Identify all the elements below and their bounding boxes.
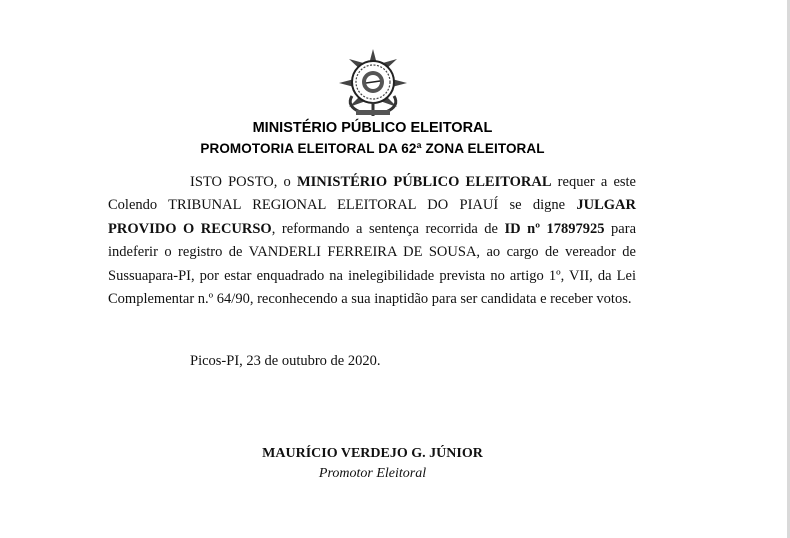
text-run-bold-2: JULGAR PROVIDO O RECURSO (108, 197, 636, 237)
conclusion-paragraph (108, 171, 636, 311)
text-run-1: ISTO POSTO, o (190, 174, 297, 190)
place-date: Picos-PI, 23 de outubro de 2020. (190, 353, 381, 369)
text-run-2: requer a este Colendo TRIBUNAL REGIONAL ELEITORAL DO PIAUÍ se digne (108, 174, 636, 214)
text-run-bold-1: MINISTÉRIO PÚBLICO ELEITORAL (296, 174, 552, 190)
signatory-role: Promotor Eleitoral (318, 466, 427, 481)
unit-subtitle: PROMOTORIA ELEITORAL DA 62ª ZONA ELEITORAL (200, 141, 545, 156)
text-run-4: para indeferir o registro de VANDERLI FERREIRA DE SOUSA, ao cargo de vereador de Sussuapara-PI, por estar enquadrado na inelegibilidade prevista no artigo 1º, VII, da Lei Complementar n.º 64/90, reconhecendo a sua inaptidão para ser candidata e receber votos. (108, 220, 637, 308)
text-run-3: , reformando a sentença recorrida de (271, 220, 505, 237)
institution-title: MINISTÉRIO PÚBLICO ELEITORAL (252, 120, 493, 136)
text-run-bold-3: ID nº 17897925 (504, 220, 605, 237)
signatory-name: MAURÍCIO VERDEJO G. JÚNIOR (262, 446, 483, 461)
coat-of-arms-seal (338, 48, 408, 118)
